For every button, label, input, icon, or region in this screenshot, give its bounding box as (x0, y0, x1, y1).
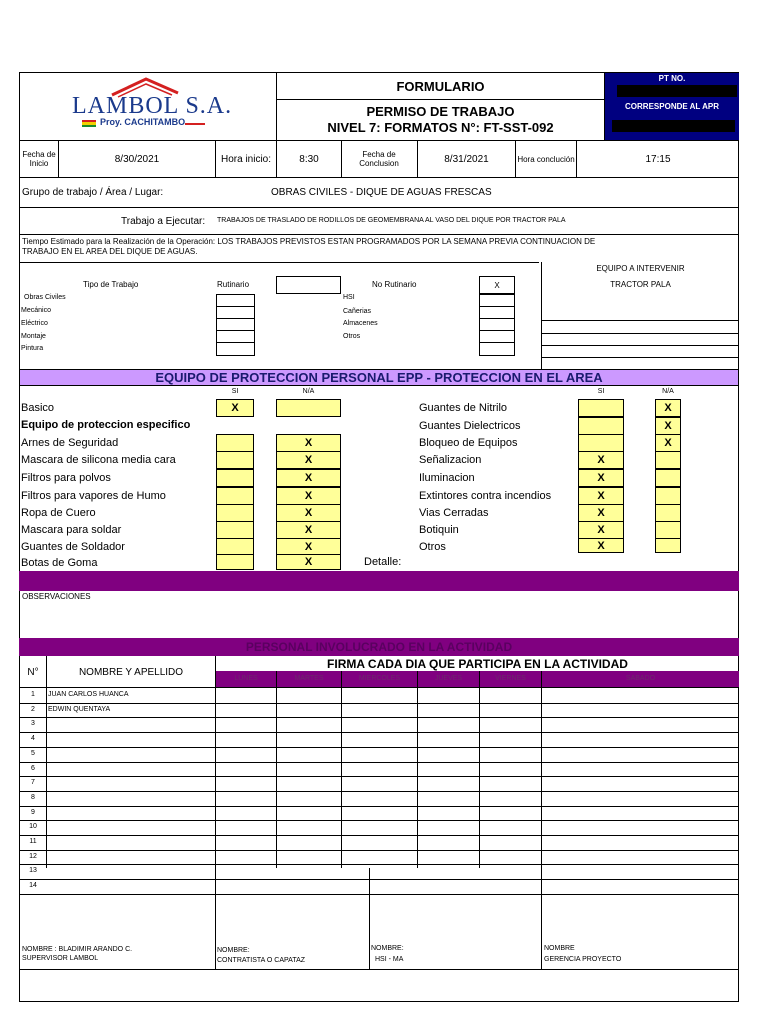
row-divider (19, 762, 739, 763)
row-divider (19, 806, 739, 807)
fecha-inicio-label: Fecha de Inicio (22, 150, 56, 168)
epp-right-label: Otros (419, 541, 446, 553)
grupo-label: Grupo de trabajo / Área / Lugar: (22, 186, 164, 198)
epp-right-label: Guantes de Nitrilo (419, 402, 508, 414)
epp-right-na-box[interactable] (655, 521, 681, 539)
day-column-divider (479, 671, 480, 868)
row-divider (19, 747, 739, 748)
tipo-item-canerias: Cañerias (343, 308, 372, 315)
firma-supervisor-line-2: SUPERVISOR LAMBOL (22, 955, 99, 962)
tipo-item-montaje: Montaje (21, 333, 46, 340)
epp-left-label: Filtros para polvos (21, 472, 111, 484)
epp-right-na-box[interactable] (655, 487, 681, 505)
row-number: 9 (31, 809, 35, 816)
observaciones-field[interactable] (20, 603, 738, 637)
row-number: 13 (29, 867, 37, 874)
pt-no-label: PT NO. (658, 74, 686, 83)
firma-header: FIRMA CADA DIA QUE PARTICIPA EN LA ACTIVIDAD (327, 657, 628, 671)
epp-left-si-box[interactable] (216, 451, 254, 469)
equipo-label: EQUIPO A INTERVENIR (596, 264, 685, 273)
epp-detalle-label: Detalle: (364, 556, 402, 568)
epp-right-label: Señalizacion (419, 454, 482, 466)
pt-no-value[interactable] (617, 85, 737, 97)
project-name: Proy. CACHITAMBO (100, 117, 186, 127)
epp-left-na-box[interactable]: X (276, 538, 341, 556)
epp-right-na-box[interactable] (655, 538, 681, 553)
day-header: LUNES (234, 675, 258, 682)
row-divider (19, 820, 739, 821)
epp-right-si-box[interactable]: X (578, 521, 624, 539)
day-header: MARTES (294, 675, 324, 682)
epp-basico-na[interactable] (276, 399, 341, 417)
row-divider (19, 879, 739, 880)
row-number: 8 (31, 794, 35, 801)
row-name[interactable]: JUAN CARLOS HUANCA (48, 691, 129, 698)
row-number: 2 (31, 706, 35, 713)
epp-right-na-box[interactable]: X (655, 417, 681, 435)
tipo-check-5[interactable] (216, 342, 255, 356)
epp-right-si-box[interactable]: X (578, 469, 624, 487)
day-header: SABADO (625, 675, 656, 682)
epp-title: EQUIPO DE PROTECCION PERSONAL EPP - PROTECCION EN EL AREA (19, 369, 739, 386)
epp-footer-band (19, 571, 739, 591)
hora-conclusion-value[interactable]: 17:15 (645, 153, 671, 165)
epp-right-label: Bloqueo de Equipos (419, 437, 518, 449)
trabajo-value[interactable]: TRABAJOS DE TRASLADO DE RODILLOS DE GEOMEMBRANA AL VASO DEL DIQUE POR TRACTOR PALA (217, 217, 566, 224)
row-number: 4 (31, 735, 35, 742)
row-divider (19, 850, 739, 851)
epp-left-si-box[interactable] (216, 504, 254, 522)
epp-right-label: Extintores contra incendios (419, 490, 552, 502)
row-divider (19, 864, 739, 865)
epp-right-si-box[interactable] (578, 434, 624, 452)
tiempo-line-2: TRABAJO EN EL AREA DEL DIQUE DE AGUAS. (22, 247, 198, 256)
day-header: VIERNES (495, 675, 526, 682)
row-number: 1 (31, 691, 35, 698)
flag-icon (82, 120, 96, 127)
epp-left-si: SI (231, 388, 239, 395)
epp-right-label: Iluminacion (419, 472, 475, 484)
day-column-divider (541, 671, 542, 868)
epp-right-label: Vias Cerradas (419, 507, 489, 519)
epp-right-na-box[interactable] (655, 469, 681, 487)
firma-contratista-line-1: NOMBRE: (217, 947, 250, 954)
epp-left-si-box[interactable] (216, 469, 254, 487)
row-number: 3 (31, 720, 35, 727)
tipo-item-otros: Otros (343, 333, 361, 340)
no-rutinario-checkbox[interactable]: X (479, 276, 515, 294)
epp-left-na-box[interactable]: X (276, 434, 341, 452)
row-divider (19, 776, 739, 777)
epp-left-na-box[interactable]: X (276, 554, 341, 570)
epp-left-label: Ropa de Cuero (21, 507, 96, 519)
tipo-item-electrico: Eléctrico (21, 320, 48, 327)
apr-value[interactable] (612, 120, 735, 132)
rutinario-checkbox[interactable] (276, 276, 341, 294)
n-header: N° (27, 666, 39, 678)
epp-right-si-box[interactable]: X (578, 451, 624, 469)
epp-right-label: Botiquin (419, 524, 459, 536)
tipo-item-obras-civiles: Obras Civiles (24, 294, 66, 301)
epp-left-si-box[interactable] (216, 521, 254, 539)
fecha-inicio-value[interactable]: 8/30/2021 (114, 153, 160, 165)
hora-conclusion-label: Hora conclución (517, 154, 575, 164)
row-number: 11 (29, 838, 37, 845)
grupo-value[interactable]: OBRAS CIVILES - DIQUE DE AGUAS FRESCAS (271, 186, 492, 198)
no-rutinario-label: No Rutinario (372, 280, 417, 289)
company-name: LAMBOL S.A. (72, 93, 233, 119)
observaciones-label: OBSERVACIONES (22, 592, 91, 601)
tipo-trabajo-label: Tipo de Trabajo (83, 280, 139, 289)
firma-gerencia-line-2: GERENCIA PROYECTO (544, 956, 622, 963)
epp-basico-label: Basico (21, 402, 55, 414)
epp-right-si: SI (597, 388, 605, 395)
firma-hsi-line-1: NOMBRE: (371, 945, 404, 952)
row-divider (19, 717, 739, 718)
tipo-item-pintura: Pintura (21, 345, 44, 352)
day-column-divider (417, 671, 418, 868)
epp-right-na-box[interactable] (655, 451, 681, 469)
firma-gerencia-line-1: NOMBRE (544, 945, 575, 952)
epp-left-label: Arnes de Seguridad (21, 437, 119, 449)
epp-left-na: N/A (302, 388, 315, 395)
epp-basico-si[interactable]: X (216, 399, 254, 417)
epp-left-label: Filtros para vapores de Humo (21, 490, 166, 502)
epp-right-si-box[interactable] (578, 417, 624, 435)
epp-left-label: Mascara de silicona media cara (21, 454, 176, 466)
firma-hsi-line-2: HSI - MA (375, 956, 404, 963)
nivel-title: NIVEL 7: FORMATOS N°: FT-SST-092 (327, 120, 554, 135)
tipo-item-mecanico: Mecánico (21, 307, 51, 314)
row-number: 14 (29, 882, 37, 889)
epp-right-na-box[interactable]: X (655, 399, 681, 417)
fecha-conclusion-label: Fecha de Conclusion (359, 150, 399, 168)
corresponde-label: CORRESPONDE AL APR (625, 102, 719, 111)
firma-supervisor-line-1: NOMBRE : BLADIMIR ARANDO C. (22, 946, 133, 953)
day-header: JUEVES (434, 675, 463, 682)
row-divider (19, 894, 739, 895)
epp-right-label: Guantes Dielectricos (419, 420, 521, 432)
row-number: 10 (29, 823, 37, 830)
epp-right-si-box[interactable]: X (578, 504, 624, 522)
hora-inicio-value[interactable]: 8:30 (299, 153, 319, 165)
row-number: 7 (31, 779, 35, 786)
day-header: MIERCOLES (358, 675, 401, 682)
epp-left-na-box[interactable]: X (276, 504, 341, 522)
row-number: 5 (31, 750, 35, 757)
row-divider (19, 835, 739, 836)
epp-right-na-box[interactable] (655, 504, 681, 522)
epp-right-si-box[interactable] (578, 399, 624, 417)
personal-title: PERSONAL INVOLUCRADO EN LA ACTIVIDAD (19, 638, 739, 656)
tipo-check-10[interactable] (479, 342, 515, 356)
epp-left-na-box[interactable]: X (276, 521, 341, 539)
tiempo-line-1: Tiempo Estimado para la Realización de la Operación: LOS TRABAJOS PREVISTOS ESTAN PROGRAMADOS POR LA SEMANA PREVIA CONTINUACION DE (22, 237, 596, 246)
formulario-title: FORMULARIO (396, 79, 485, 94)
epp-right-si-box[interactable]: X (578, 487, 624, 505)
epp-left-si-box[interactable] (216, 487, 254, 505)
tipo-item-hsi: HSI (343, 294, 355, 301)
hora-inicio-label: Hora inicio: (220, 153, 272, 165)
day-column-divider (276, 671, 277, 868)
epp-right-si-box[interactable]: X (578, 538, 624, 553)
epp-left-label: Mascara para soldar (21, 524, 122, 536)
tipo-item-almacenes: Almacenes (343, 320, 378, 327)
firma-contratista-line-2: CONTRATISTA O CAPATAZ (217, 957, 306, 964)
row-number: 12 (29, 853, 37, 860)
epp-left-na-box[interactable]: X (276, 469, 341, 487)
row-divider (19, 791, 739, 792)
epp-left-label: Guantes de Soldador (21, 541, 125, 553)
epp-especifico-label: Equipo de proteccion especifico (21, 419, 191, 431)
company-logo (20, 73, 276, 140)
fecha-conclusion-value[interactable]: 8/31/2021 (444, 153, 489, 165)
row-divider (19, 732, 739, 733)
epp-left-si-box[interactable] (216, 434, 254, 452)
epp-left-na-box[interactable]: X (276, 451, 341, 469)
equipo-value[interactable]: TRACTOR PALA (610, 280, 671, 289)
epp-right-na: N/A (662, 388, 674, 395)
epp-left-na-box[interactable]: X (276, 487, 341, 505)
permiso-title: PERMISO DE TRABAJO (366, 104, 515, 119)
epp-right-na-box[interactable]: X (655, 434, 681, 452)
nombre-header: NOMBRE Y APELLIDO (78, 666, 184, 678)
trabajo-label: Trabajo a Ejecutar: (121, 215, 206, 227)
rutinario-label: Rutinario (217, 280, 250, 289)
epp-left-label: Botas de Goma (21, 557, 98, 569)
logo-underline (185, 123, 205, 125)
row-number: 6 (31, 765, 35, 772)
day-column-divider (341, 671, 342, 868)
epp-left-si-box[interactable] (216, 554, 254, 570)
row-name[interactable]: EDWIN QUENTAYA (48, 706, 111, 713)
row-divider (19, 703, 739, 704)
